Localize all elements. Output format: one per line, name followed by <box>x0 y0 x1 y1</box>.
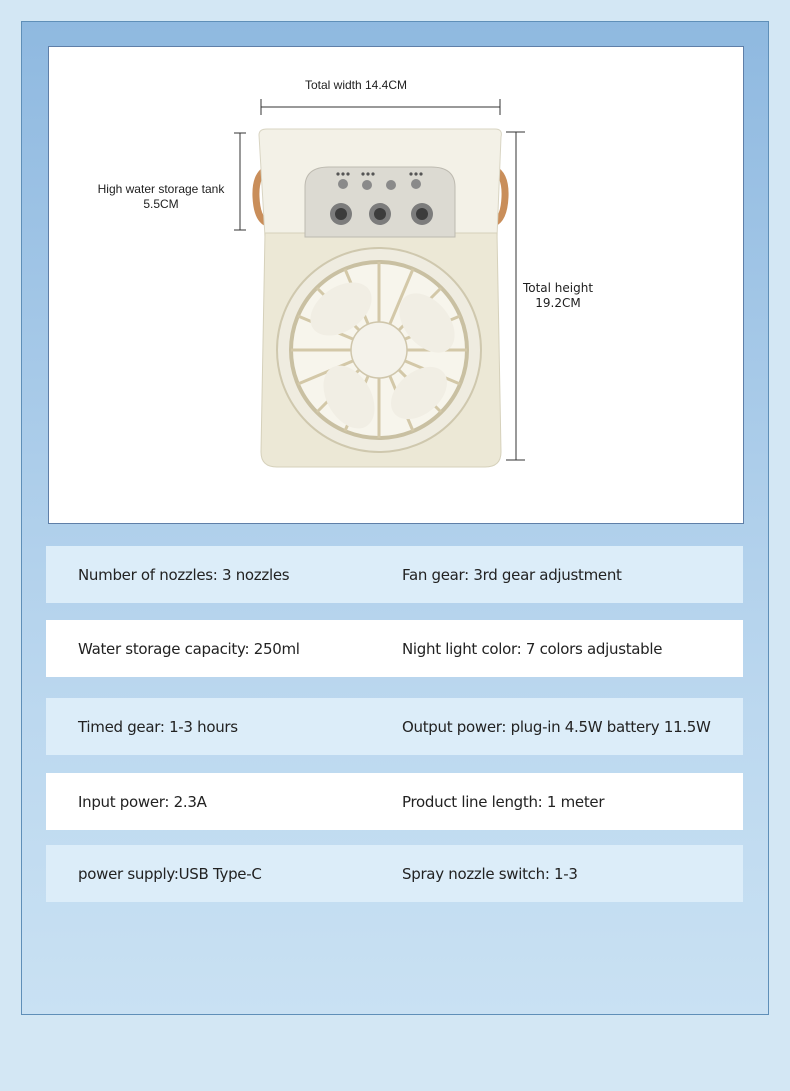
spec-row <box>46 620 743 677</box>
height-label: Total height 19.2CM <box>522 281 594 310</box>
spec-row <box>46 773 743 830</box>
product-illustration <box>49 47 743 523</box>
spec-power-supply: power supply:USB Type-C <box>78 864 262 883</box>
width-dimension-line <box>261 99 500 115</box>
tank-label: High water storage tank 5.5CM <box>97 182 225 211</box>
spec-input-power: Input power: 2.3A <box>78 792 207 811</box>
spec-fan-gear: Fan gear: 3rd gear adjustment <box>402 565 622 584</box>
width-label: Total width 14.4CM <box>304 78 408 92</box>
spec-timed-gear: Timed gear: 1-3 hours <box>78 717 238 736</box>
spec-nozzles: Number of nozzles: 3 nozzles <box>78 565 290 584</box>
spec-row <box>46 698 743 755</box>
spec-row <box>46 845 743 902</box>
spec-output-power: Output power: plug-in 4.5W battery 11.5W <box>402 717 711 736</box>
spec-water-capacity: Water storage capacity: 250ml <box>78 639 300 658</box>
spec-spray-switch: Spray nozzle switch: 1-3 <box>402 864 578 883</box>
fan-grille <box>277 248 481 452</box>
control-panel <box>305 167 455 237</box>
control-buttons <box>330 203 433 225</box>
product-photo-frame <box>48 46 744 524</box>
spec-night-light: Night light color: 7 colors adjustable <box>402 639 663 658</box>
spec-line-length: Product line length: 1 meter <box>402 792 605 811</box>
spec-row <box>46 546 743 603</box>
